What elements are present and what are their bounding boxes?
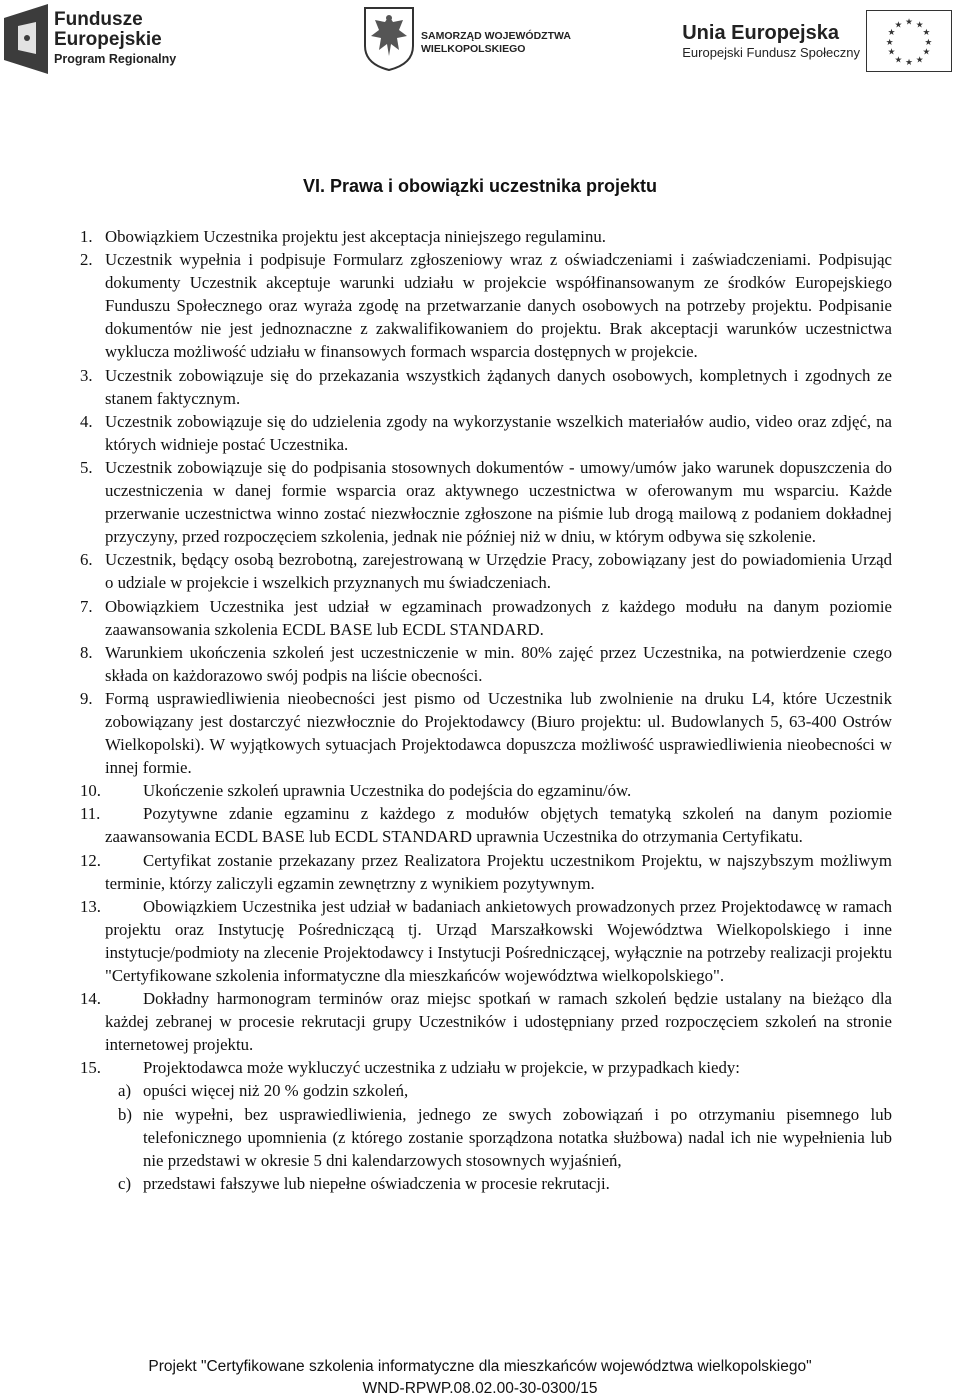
page-footer	[0, 1356, 960, 1400]
sub-item-text: przedstawi fałszywe lub niepełne oświadczenia w procesie rekrutacji.	[143, 1173, 610, 1193]
item-text: Formą usprawiedliwienia nieobecności jest pismo od Uczestnika lub zwolnienie na druku L4, które Uczestnik zobowiązany jest dostarczyć niezwłocznie do Projektodawcy (Biuro projektu: ul. Budowlanych 5, 63-400 Ostrów Wielkopolski). W wyjątkowych sytuacjach Projektodawca dopuszcza możliwość usprawiedliwienia nieobecności w innej formie.	[105, 688, 892, 778]
item-number: 1.	[80, 227, 93, 246]
footer-project-name: Projekt "Certyfikowane szkolenia informatyczne dla mieszkańców województwa wielkopolskiego"	[148, 1358, 812, 1375]
item-text: Obowiązkiem Uczestnika projektu jest akceptacja niniejszego regulaminu.	[105, 227, 606, 246]
list-item	[80, 548, 892, 594]
sub-list-item	[80, 1172, 892, 1195]
footer-project-number: WND-RPWP.08.02.00-30-0300/15	[362, 1380, 598, 1397]
eu-flag-icon	[866, 10, 952, 72]
svg-text:★: ★	[924, 37, 933, 48]
item-text: Uczestnik wypełnia i podpisuje Formularz zgłoszeniowy wraz z oświadczeniami i zaświadczeniami. Podpisując dokumenty Uczestnik akceptuje warunki udziału w projekcie współfinansowanym ze środków Europejskiego Funduszu Społecznego oraz wyraża zgodę na przetwarzanie danych osobowych na potrzeby projektu. Podpisanie dokumentów nie jest jednoznaczne z zakwalifikowaniem do projektu. Brak akceptacji warunków uczestnictwa wyklucza możliwość udziału w finansowych formach wsparcia dostępnych w projekcie.	[105, 250, 892, 362]
item-number: 15.	[80, 1058, 101, 1078]
svg-text:★: ★	[915, 55, 924, 66]
svg-text:★: ★	[922, 28, 931, 39]
fundusze-europejskie-logo	[4, 4, 184, 74]
item-number: 9.	[80, 688, 93, 708]
item-number: 13.	[80, 896, 101, 916]
svg-text:★: ★	[922, 47, 931, 58]
sub-item-label: c)	[118, 1173, 132, 1193]
item-number: 2.	[80, 250, 93, 270]
svg-text:★: ★	[905, 17, 913, 28]
item-text: Pozytywne zdanie egzaminu z każdego z modułów objętych tematyką szkoleń na danym poziomie zaawansowania ECDL BASE lub ECDL STANDARD uprawnia Uczestnika do otrzymania Certyfikatu.	[105, 804, 892, 847]
list-item	[80, 779, 892, 802]
svg-text:★: ★	[905, 58, 913, 69]
list-item	[80, 987, 892, 1056]
item-text: Uczestnik zobowiązuje się do podpisania stosownych dokumentów - umowy/umów jako warunek dopuszczenia do uczestniczenia w danej formie wsparcia oraz aktywnego uczestnictwa w oferowanym mu wsparciu. Każde przerwanie uczestnictwa winno zostać niezwłocznie zgłoszone na piśmie lub drogą mailową z podaniem dokładnej przyczyny, przed rozpoczęciem szkolenia, jednak nie później niż w dniu, w którym odbywa się szkolenie.	[105, 457, 892, 547]
item-text: Projektodawca może wykluczyć uczestnika z udziału w projekcie, w przypadkach kiedy:	[143, 1058, 740, 1078]
ue-logo-line1: Unia Europejska	[682, 22, 839, 44]
list-item	[80, 410, 892, 456]
item-text: Certyfikat zostanie przekazany przez Realizatora Projektu uczestnikom Projektu, w najszybszym możliwym terminie, którzy zaliczyli egzamin zewnętrzny z wynikiem pozytywnym.	[105, 850, 892, 893]
list-item	[80, 1056, 892, 1079]
item-text: Obowiązkiem Uczestnika jest udział w egzaminach prowadzonych z każdego modułu na danym poziomie zaawansowania szkolenia ECDL BASE lub ECDL STANDARD.	[105, 596, 892, 639]
list-item	[80, 595, 892, 641]
svg-text:★: ★	[894, 20, 903, 31]
item-number: 3.	[80, 365, 93, 385]
section-title: VI. Prawa i obowiązki uczestnika projektu	[302, 176, 658, 196]
sub-item-text: opuści więcej niż 20 % godzin szkoleń,	[143, 1081, 409, 1101]
item-text: Ukończenie szkoleń uprawnia Uczestnika do podejścia do egzaminu/ów.	[143, 781, 632, 801]
svg-text:★: ★	[887, 28, 896, 39]
item-number: 5.	[80, 457, 93, 477]
sub-item-label: a)	[118, 1081, 132, 1101]
item-text: Uczestnik zobowiązuje się do przekazania wszystkich żądanych danych osobowych, kompletnych i zgodnych ze stanem faktycznym.	[105, 365, 892, 408]
list-item	[80, 225, 892, 248]
item-number: 14.	[80, 989, 101, 1009]
sw-logo-line1: SAMORZĄD WOJEWÓDZTWA	[421, 30, 571, 42]
sub-list-item	[80, 1079, 892, 1102]
sw-logo-line2: WIELKOPOLSKIEGO	[421, 43, 526, 55]
item-number: 12.	[80, 850, 101, 870]
svg-text:★: ★	[887, 47, 896, 58]
list-item	[80, 248, 892, 363]
item-number: 10.	[80, 781, 101, 801]
list-item	[80, 849, 892, 895]
list-item	[80, 641, 892, 687]
item-number: 8.	[80, 642, 93, 662]
fundusze-europejskie-mark-icon	[4, 4, 48, 74]
item-text: Obowiązkiem Uczestnika jest udział w badaniach ankietowych prowadzonych przez Projektodawcę w ramach projektu oraz Instytucję Pośredniczącą tj. Urząd Marszałkowski Województwa Wielkopolskiego i inne instytucje/podmioty na zlecenie Projektodawcy i Instytucji Pośredniczącej, wyłącznie na potrzeby realizacji projektu "Certyfikowane szkolenia informatyczne dla mieszkańców województwa wielkopolskiego".	[105, 896, 892, 985]
list-item	[80, 456, 892, 548]
header-logos	[0, 0, 960, 80]
sub-item-label: b)	[118, 1104, 132, 1124]
item-number: 7.	[80, 596, 93, 616]
item-text: Warunkiem ukończenia szkoleń jest uczestniczenie w min. 80% zajęć przez Uczestnika, na potwierdzenie czego składa on każdorazowo swój podpis na liście obecności.	[105, 642, 892, 685]
list-item	[80, 687, 892, 779]
list-item	[80, 364, 892, 410]
item-number: 6.	[80, 550, 93, 570]
fe-logo-line3: Program Regionalny	[54, 52, 177, 66]
list-item	[80, 895, 892, 987]
eagle-crest-icon	[363, 6, 415, 72]
list-item	[80, 802, 892, 848]
item-text: Uczestnik, będący osobą bezrobotną, zarejestrowaną w Urzędzie Pracy, zobowiązany jest do powiadomienia Urząd o udziale w projekcie i wszelkich przyznanych mu świadczeniach.	[105, 550, 892, 593]
svg-text:★: ★	[915, 20, 924, 31]
document-body	[80, 225, 892, 1195]
fe-logo-line2: Europejskie	[54, 29, 162, 50]
svg-text:★: ★	[894, 55, 903, 66]
fe-logo-line1: Fundusze	[54, 9, 143, 30]
ue-logo-line2: Europejski Fundusz Społeczny	[682, 45, 860, 60]
samorzad-logo	[363, 4, 583, 74]
unia-europejska-logo	[682, 4, 956, 78]
item-number: 4.	[80, 411, 93, 431]
sub-item-text: nie wypełni, bez usprawiedliwienia, jednego ze swych zobowiązań i po otrzymaniu pisemnego lub telefonicznego upomnienia (z którego zostanie sporządzona notatka służbowa) nadal ich nie wypełnienia lub nie przedstawi w okresie 5 dni kalendarzowych stosownych wyjaśnień,	[143, 1104, 892, 1170]
item-number: 11.	[80, 804, 101, 824]
item-text: Uczestnik zobowiązuje się do udzielenia zgody na wykorzystanie wszelkich materiałów audio, video oraz zdjęć, na których widnieje postać Uczestnika.	[105, 411, 892, 454]
item-text: Dokładny harmonogram terminów oraz miejsc spotkań w ramach szkoleń będzie ustalany na bieżąco dla każdej zebranej w procesie rekrutacji grupy Uczestników i udostępniany przed rozpoczęciem szkoleń na stronie internetowej projektu.	[105, 989, 892, 1055]
svg-text:★: ★	[885, 37, 894, 48]
sub-list-item	[80, 1103, 892, 1172]
